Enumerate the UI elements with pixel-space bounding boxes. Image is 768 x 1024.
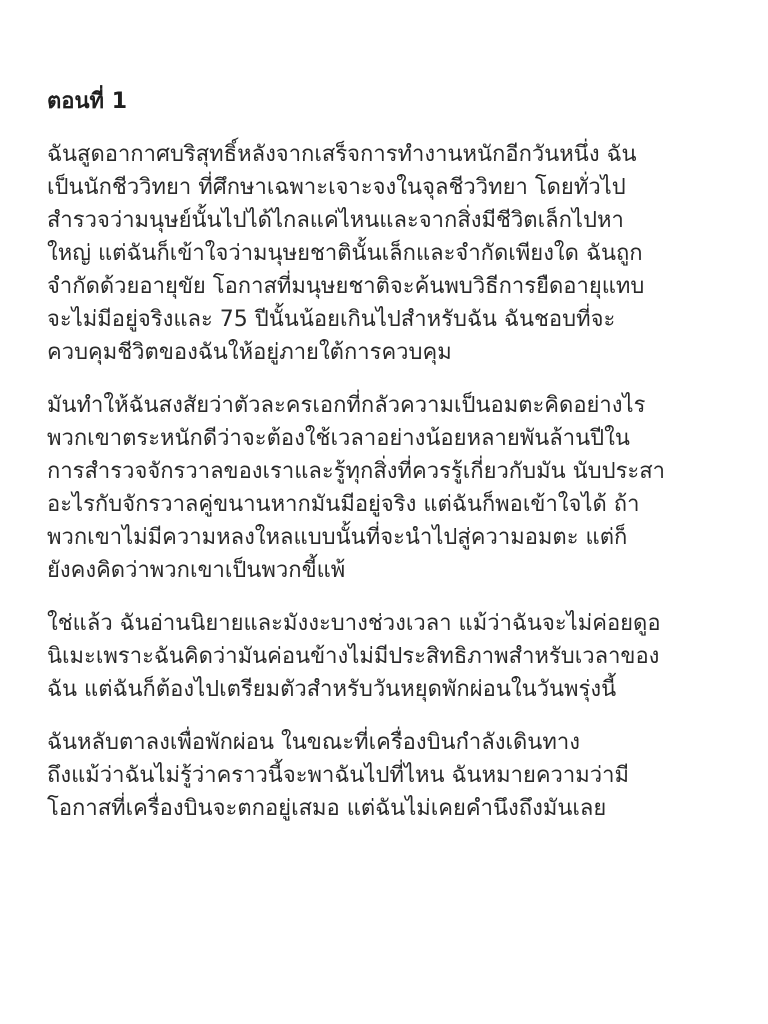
text-line: ถึงแม้ว่าฉันไม่รู้ว่าคราวนี้จะพาฉันไปที่ไหน ฉันหมายความว่ามี [47, 763, 629, 788]
text-line: ฉันหลับตาลงเพื่อพักผ่อน ในขณะที่เครื่องบินกำลังเดินทาง [47, 730, 580, 755]
paragraph-1 [47, 138, 724, 369]
text-line: ฉัน แต่ฉันก็ต้องไปเตรียมตัวสำหรับวันหยุดพักผ่อนในวันพรุ่งนี้ [47, 677, 617, 702]
chapter-title: ตอนที่ 1 [47, 89, 128, 114]
text-line: ยังคงคิดว่าพวกเขาเป็นพวกขี้แพ้ [47, 558, 346, 583]
text-line: ใหญ่ แต่ฉันก็เข้าใจว่ามนุษยชาตินั้นเล็กและจำกัดเพียงใด ฉันถูก [47, 241, 643, 266]
text-line: การสำรวจจักรวาลของเราและรู้ทุกสิ่งที่ควรรู้เกี่ยวกับมัน นับประสา [47, 459, 666, 484]
text-line: พวกเขาไม่มีความหลงใหลแบบนั้นที่จะนำไปสู่ความอมตะ แต่ก็ [47, 525, 628, 550]
text-line: พวกเขาตระหนักดีว่าจะต้องใช้เวลาอย่างน้อยหลายพันล้านปีใน [47, 426, 630, 451]
text-line: จำกัดด้วยอายุขัย โอกาสที่มนุษยชาติจะค้นพบวิธีการยืดอายุแทบ [47, 274, 645, 299]
text-line: นิเมะเพราะฉันคิดว่ามันค่อนข้างไม่มีประสิทธิภาพสำหรับเวลาของ [47, 644, 660, 669]
text-line: สำรวจว่ามนุษย์นั้นไปได้ไกลแค่ไหนและจากสิ่งมีชีวิตเล็กไปหา [47, 208, 624, 233]
text-line: จะไม่มีอยู่จริงและ 75 ปีนั้นน้อยเกินไปสำหรับฉัน ฉันชอบที่จะ [47, 307, 616, 332]
paragraph-2 [47, 389, 724, 587]
text-line: เป็นนักชีววิทยา ที่ศึกษาเฉพาะเจาะจงในจุลชีววิทยา โดยทั่วไป [47, 175, 626, 200]
text-line: ใช่แล้ว ฉันอ่านนิยายและมังงะบางช่วงเวลา แม้ว่าฉันจะไม่ค่อยดูอ [47, 611, 661, 636]
text-line: ควบคุมชีวิตของฉันให้อยู่ภายใต้การควบคุม [47, 340, 452, 365]
text-line: มันทำให้ฉันสงสัยว่าตัวละครเอกที่กลัวความเป็นอมตะคิดอย่างไร [47, 393, 646, 418]
paragraph-3 [47, 607, 724, 706]
paragraph-4 [47, 726, 724, 825]
text-line: โอกาสที่เครื่องบินจะตกอยู่เสมอ แต่ฉันไม่เคยคำนึงถึงมันเลย [47, 796, 607, 821]
text-line: ฉันสูดอากาศบริสุทธิ์หลังจากเสร็จการทำงานหนักอีกวันหนึ่ง ฉัน [47, 142, 637, 167]
text-line: อะไรกับจักรวาลคู่ขนานหากมันมีอยู่จริง แต่ฉันก็พอเข้าใจได้ ถ้า [47, 492, 640, 517]
